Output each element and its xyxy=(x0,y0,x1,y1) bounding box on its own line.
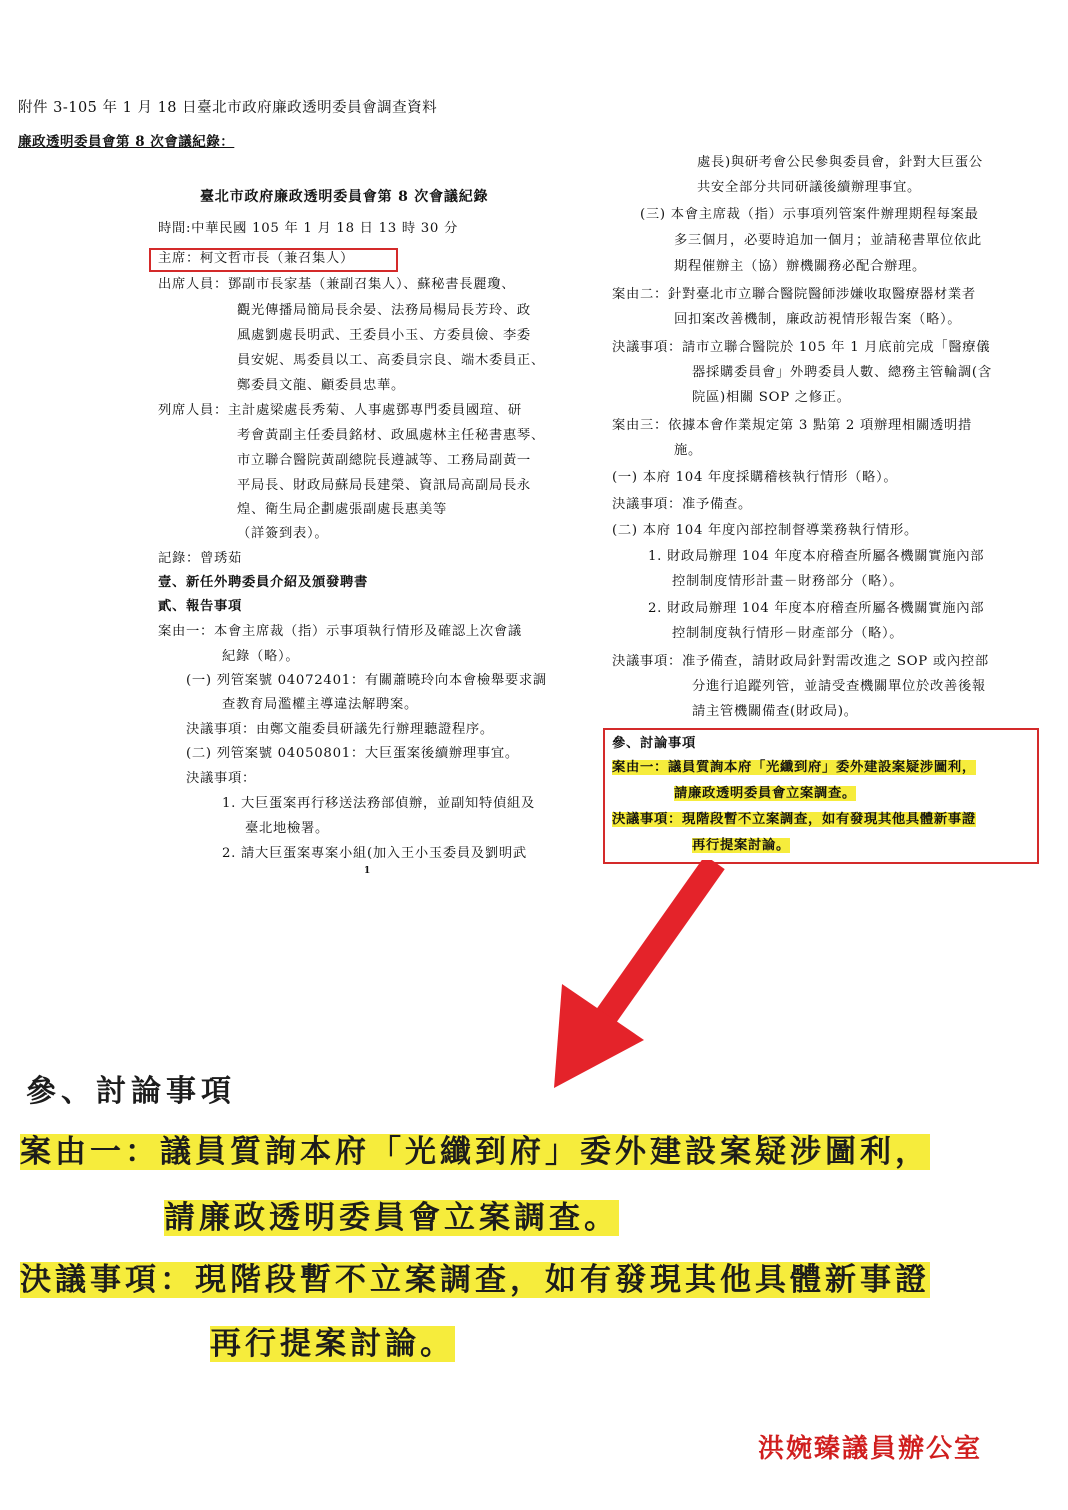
chair-line: 主席：柯文哲市長（兼召集人） xyxy=(158,251,354,266)
observer-line-3: 市立聯合醫院黃副總院長遵誠等、工務局副黃一 xyxy=(237,453,531,468)
observer-line-2: 考會黃副主任委員銘材、政風處林主任秘書惠琴、 xyxy=(237,428,545,443)
report-sub-one-line-2: 控制制度情形計畫－財務部分（略）。 xyxy=(672,574,904,589)
page-number: 1 xyxy=(364,866,371,876)
report-sub-one-line-1: 1. 財政局辦理 104 年度本府稽查所屬各機關實施內部 xyxy=(648,549,985,564)
discussion-title-small: 參、討論事項 xyxy=(612,736,696,751)
case-one-line-2: 紀錄（略）。 xyxy=(222,649,300,664)
discussion-case-line-2-small: 請廉政透明委員會立案調查。 xyxy=(674,786,856,801)
report-item-two: (二) 本府 104 年度內部控制督導業務執行情形。 xyxy=(612,523,918,538)
item-three-line-2: 多三個月，必要時追加一個月；並請秘書單位依此 xyxy=(674,233,982,248)
attend-line-4: 員安妮、馬委員以工、高委員宗良、端木委員正、 xyxy=(237,353,545,368)
report-resolution-one: 決議事項：准予備查。 xyxy=(612,497,752,512)
resolution-three-line-3: 院區)相關 SOP 之修正。 xyxy=(692,390,851,405)
meeting-subtitle: 廉政透明委員會第 8 次會議紀錄： xyxy=(18,134,235,150)
attend-line-3: 風處劉處長明武、王委員小玉、方委員儉、李委 xyxy=(237,328,531,343)
report-sub-two-line-1: 2. 財政局辦理 104 年度本府稽查所屬各機關實施內部 xyxy=(648,601,985,616)
discussion-title-large: 參、討論事項 xyxy=(26,1074,236,1109)
cont-line-1: 處長)與研考會公民參與委員會，針對大巨蛋公 xyxy=(697,155,983,170)
section-one-heading: 壹、新任外聘委員介紹及頒發聘書 xyxy=(158,575,368,590)
case-three-line-2: 施。 xyxy=(674,443,702,458)
item-one-line-2: 查教育局濫權主導違法解聘案。 xyxy=(222,697,418,712)
case-two-line-2: 回扣案改善機制，廉政訪視情形報告案（略）。 xyxy=(674,312,962,327)
report-resolution-two-line-3: 請主管機關備查(財政局)。 xyxy=(692,704,858,719)
discussion-res-line-2-large: 再行提案討論。 xyxy=(210,1326,455,1362)
observer-line-5: 煌、衛生局企劃處張副處長惠美等 xyxy=(237,502,447,517)
attend-line-5: 鄭委員文龍、顧委員忠華。 xyxy=(237,378,405,393)
case-two-line-1: 案由二：針對臺北市立聯合醫院醫師涉嫌收取醫療器材業者 xyxy=(612,287,976,302)
item-one-line-1: (一) 列管案號 04072401：有關蕭曉玲向本會檢舉要求調 xyxy=(186,673,547,688)
resolution-three-line-1: 決議事項：請市立聯合醫院於 105 年 1 月底前完成「醫療儀 xyxy=(612,340,991,355)
resolution-two-label: 決議事項： xyxy=(186,771,256,786)
discussion-case-line-1-large: 案由一：議員質詢本府「光纖到府」委外建設案疑涉圖利， xyxy=(20,1134,930,1170)
case-three-line-1: 案由三：依據本會作業規定第 3 點第 2 項辦理相關透明措 xyxy=(612,418,972,433)
attend-line-2: 觀光傳播局簡局長余晏、法務局楊局長芳玲、政 xyxy=(237,303,531,318)
item-three-line-3: 期程催辦主（協）辦機關務必配合辦理。 xyxy=(674,259,926,274)
meeting-time: 時間:中華民國 105 年 1 月 18 日 13 時 30 分 xyxy=(158,221,459,236)
resolution-three-line-2: 器採購委員會」外聘委員人數、總務主管輪調(含 xyxy=(692,365,992,380)
discussion-case-line-1-small: 案由一：議員質詢本府「光纖到府」委外建設案疑涉圖利， xyxy=(612,760,976,775)
attend-line-1: 出席人員：鄧副市長家基（兼副召集人）、蘇秘書長麗瓊、 xyxy=(158,277,516,292)
red-arrow-icon xyxy=(540,860,740,1100)
case-one-line-1: 案由一：本會主席裁（指）示事項執行情形及確認上次會議 xyxy=(158,624,522,639)
doc-title: 臺北市政府廉政透明委員會第 8 次會議紀錄 xyxy=(200,189,489,205)
discussion-case-line-2-large: 請廉政透明委員會立案調查。 xyxy=(164,1200,619,1236)
resolution-one: 決議事項：由鄭文龍委員研議先行辦理聽證程序。 xyxy=(186,722,494,737)
item-three-line-1: (三) 本會主席裁（指）示事項列管案件辦理期程每案最 xyxy=(640,207,979,222)
discussion-res-line-1-large: 決議事項：現階段暫不立案調查，如有發現其他具體新事證 xyxy=(20,1262,930,1298)
item-two: (二) 列管案號 04050801：大巨蛋案後續辦理事宜。 xyxy=(186,746,519,761)
discussion-res-line-1-small: 決議事項：現階段暫不立案調查，如有發現其他具體新事證 xyxy=(612,812,976,827)
subitem-two-line-1: 2. 請大巨蛋案專案小組(加入王小玉委員及劉明武 xyxy=(222,846,527,861)
cont-line-2: 共安全部分共同研議後續辦理事宜。 xyxy=(697,180,921,195)
recorder-line: 記錄：曾琇茹 xyxy=(158,551,242,566)
report-resolution-two-line-2: 分進行追蹤列管，並請受查機關單位於改善後報 xyxy=(692,679,986,694)
subitem-one-line-2: 臺北地檢署。 xyxy=(245,821,329,836)
section-two-heading: 貳、報告事項 xyxy=(158,599,242,614)
observer-line-6: （詳簽到表）。 xyxy=(237,526,329,541)
subitem-one-line-1: 1. 大巨蛋案再行移送法務部偵辦，並副知特偵組及 xyxy=(222,796,535,811)
report-item-one: (一) 本府 104 年度採購稽核執行情形（略）。 xyxy=(612,470,898,485)
observer-line-1: 列席人員：主計處梁處長秀菊、人事處鄧專門委員國瑄、研 xyxy=(158,403,522,418)
office-signature: 洪婉臻議員辦公室 xyxy=(758,1434,983,1464)
attachment-heading: 附件 3-105 年 1 月 18 日臺北市政府廉政透明委員會調查資料 xyxy=(18,100,438,116)
report-resolution-two-line-1: 決議事項：准予備查，請財政局針對需改進之 SOP 或內控部 xyxy=(612,654,989,669)
report-sub-two-line-2: 控制制度執行情形－財產部分（略）。 xyxy=(672,626,904,641)
discussion-res-line-2-small: 再行提案討論。 xyxy=(692,838,790,853)
observer-line-4: 平局長、財政局蘇局長建榮、資訊局高副局長永 xyxy=(237,478,531,493)
